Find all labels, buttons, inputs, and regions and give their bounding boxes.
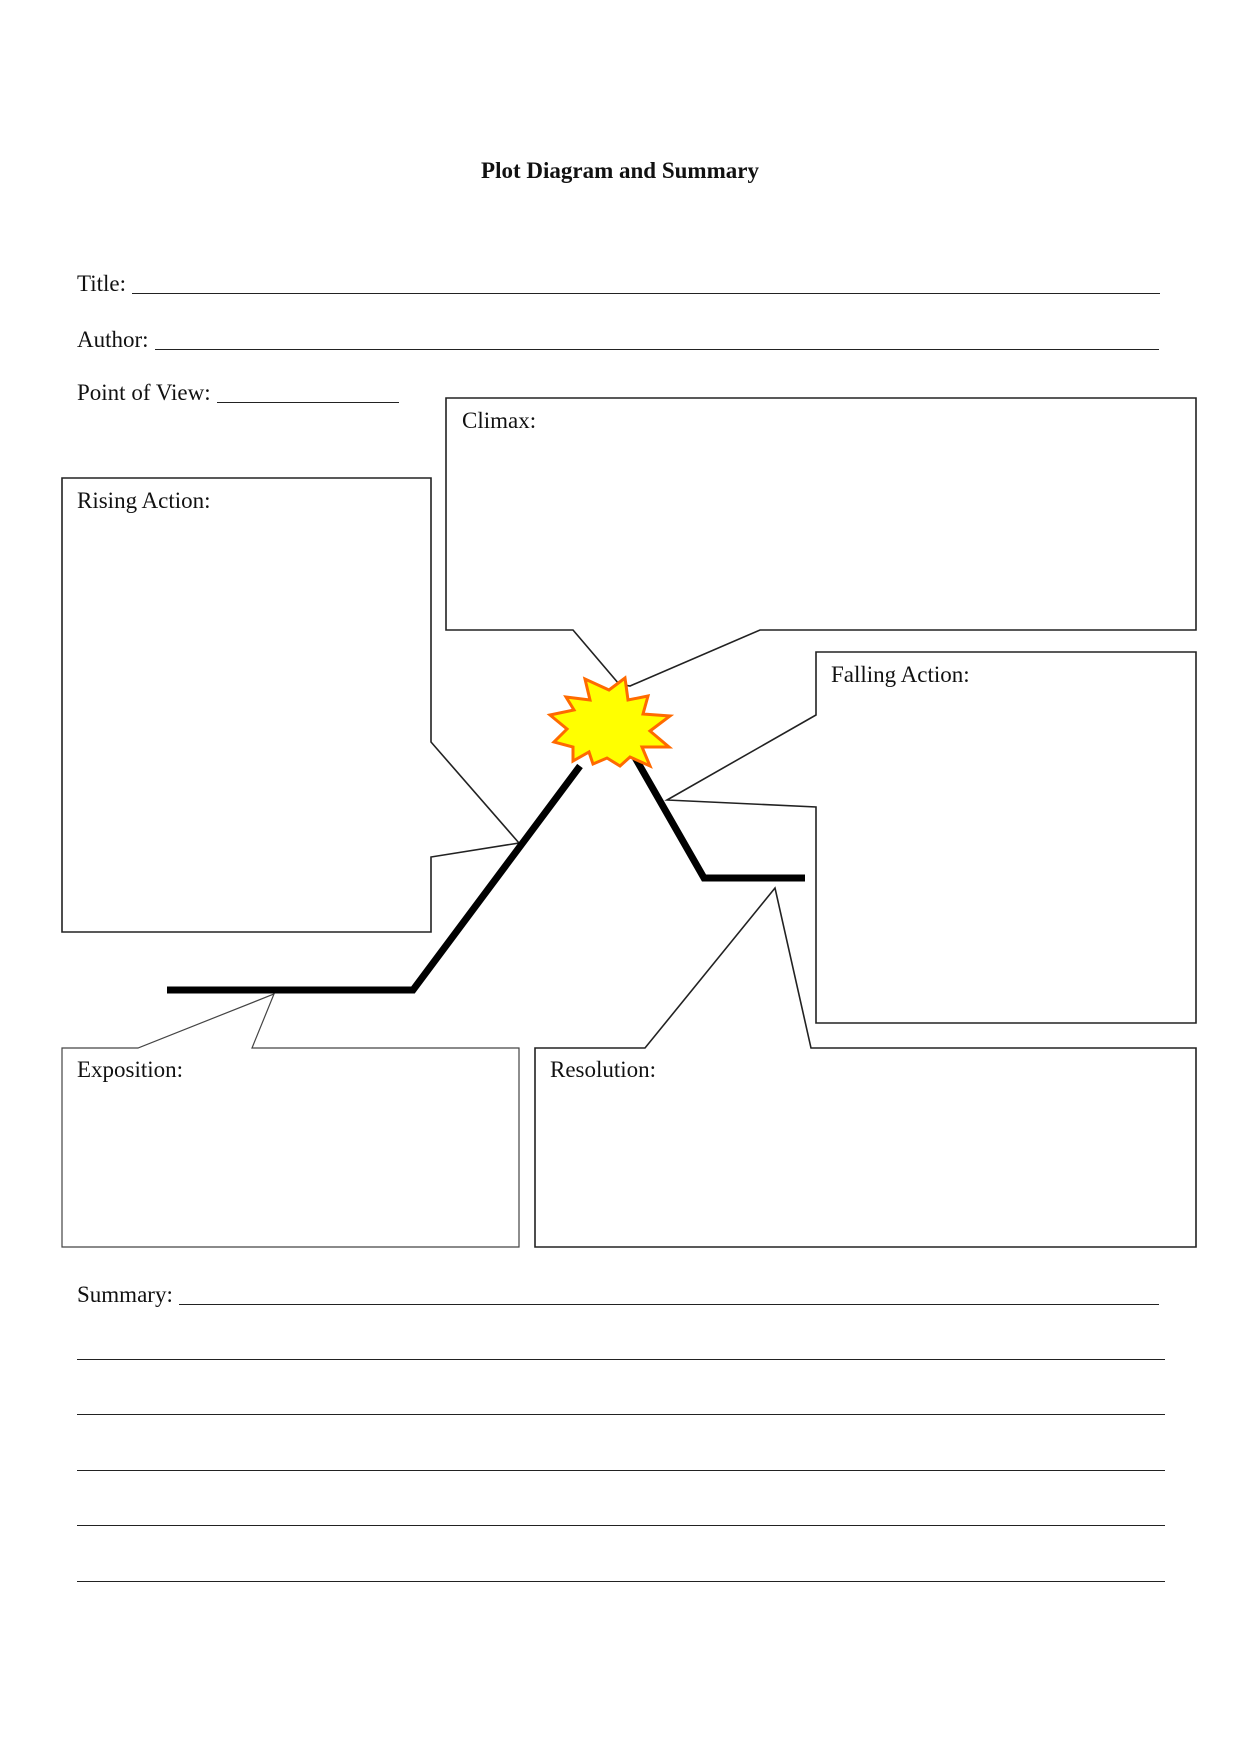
summary-field[interactable] — [77, 1283, 1159, 1306]
summary-line[interactable] — [77, 1359, 1165, 1360]
exposition-label: Exposition: — [77, 1057, 184, 1082]
summary-label: Summary: — [77, 1282, 173, 1307]
summary-blank[interactable] — [179, 1303, 1159, 1305]
rising-action-label: Rising Action: — [77, 488, 211, 513]
falling-action-box[interactable] — [667, 652, 1196, 1023]
exposition-box[interactable] — [62, 994, 519, 1247]
plot-line — [167, 766, 580, 990]
resolution-label: Resolution: — [550, 1057, 657, 1082]
summary-line[interactable] — [77, 1525, 1165, 1526]
rising-action-box[interactable] — [62, 478, 519, 932]
climax-box[interactable] — [446, 398, 1196, 686]
summary-line[interactable] — [77, 1414, 1165, 1415]
climax-burst-icon — [550, 678, 670, 766]
summary-line[interactable] — [77, 1470, 1165, 1471]
falling-plot-line — [629, 747, 805, 878]
author-label: Author: — [77, 327, 149, 352]
title-label: Title: — [77, 271, 127, 296]
point-of-view-label: Point of View: — [77, 380, 211, 405]
climax-label: Climax: — [462, 408, 537, 433]
falling-action-label: Falling Action: — [831, 662, 970, 687]
page-title: Plot Diagram and Summary — [481, 158, 759, 183]
summary-line[interactable] — [77, 1581, 1165, 1582]
